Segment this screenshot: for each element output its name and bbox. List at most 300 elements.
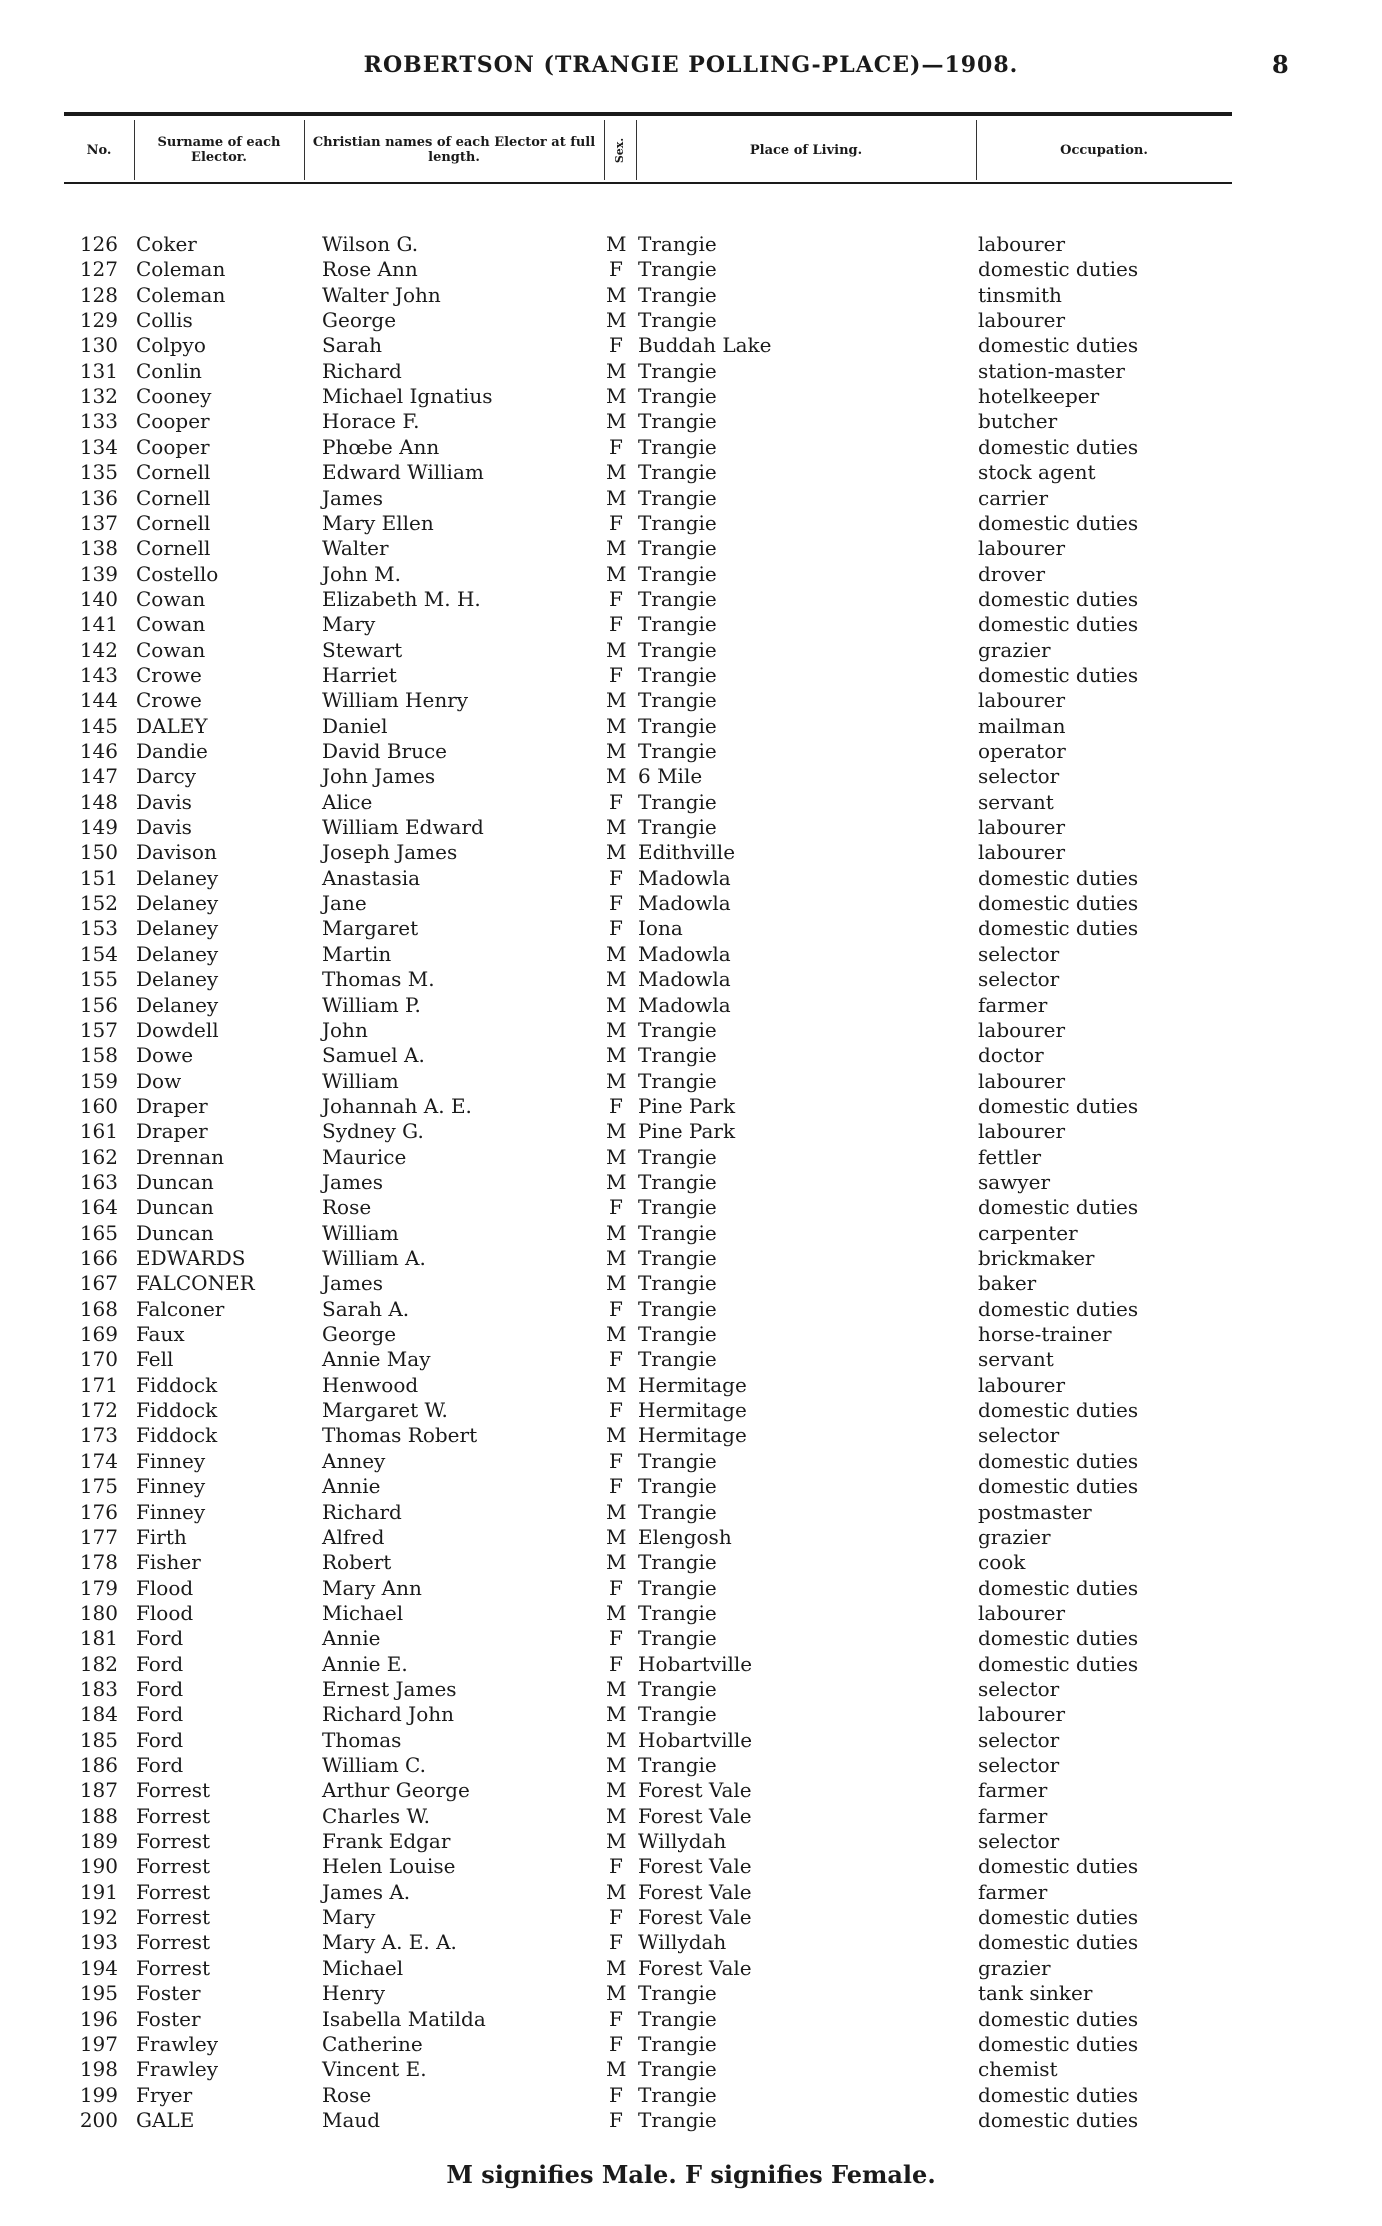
elector-surname: Dowdell — [136, 1018, 219, 1042]
elector-place: Madowla — [638, 942, 731, 966]
elector-christian-names: William C. — [322, 1753, 426, 1777]
elector-occupation: carpenter — [978, 1221, 1078, 1245]
elector-christian-names: Mary — [322, 1905, 376, 1929]
elector-christian-names: William — [322, 1069, 399, 1093]
elector-sex: M — [606, 815, 627, 839]
elector-christian-names: Helen Louise — [322, 1854, 456, 1878]
elector-surname: Costello — [136, 562, 219, 586]
elector-number: 139 — [79, 562, 118, 586]
elector-occupation: selector — [978, 1423, 1060, 1447]
elector-christian-names: Wilson G. — [322, 232, 419, 256]
table-row — [0, 1297, 1382, 1322]
elector-christian-names: Stewart — [322, 638, 403, 662]
table-row — [0, 435, 1382, 460]
table-row — [0, 1398, 1382, 1423]
table-row — [0, 486, 1382, 511]
elector-sex: F — [609, 891, 623, 915]
elector-sex: M — [606, 562, 627, 586]
elector-occupation: servant — [978, 1347, 1054, 1371]
elector-christian-names: Maurice — [322, 1145, 407, 1169]
elector-number: 189 — [79, 1829, 118, 1853]
elector-place: Trangie — [638, 1347, 717, 1371]
elector-sex: M — [606, 1981, 627, 2005]
elector-occupation: domestic duties — [978, 612, 1139, 636]
elector-sex: M — [606, 1221, 627, 1245]
elector-christian-names: Horace F. — [322, 409, 420, 433]
table-row — [0, 1880, 1382, 1905]
elector-sex: M — [606, 409, 627, 433]
table-row — [0, 1652, 1382, 1677]
table-row — [0, 1373, 1382, 1398]
elector-surname: EDWARDS — [136, 1246, 246, 1270]
elector-sex: F — [609, 1195, 623, 1219]
elector-occupation: domestic duties — [978, 1576, 1139, 1600]
elector-sex: F — [609, 435, 623, 459]
elector-place: Trangie — [638, 1018, 717, 1042]
elector-occupation: domestic duties — [978, 866, 1139, 890]
elector-christian-names: James — [322, 486, 384, 510]
elector-occupation: domestic duties — [978, 257, 1139, 281]
elector-surname: Dowe — [136, 1043, 194, 1067]
elector-place: Trangie — [638, 232, 717, 256]
elector-number: 190 — [79, 1854, 118, 1878]
elector-number: 179 — [79, 1576, 118, 1600]
elector-number: 151 — [79, 866, 118, 890]
elector-place: Trangie — [638, 359, 717, 383]
table-row — [0, 257, 1382, 282]
elector-surname: Cooney — [136, 384, 212, 408]
elector-number: 141 — [79, 612, 118, 636]
elector-place: Trangie — [638, 663, 717, 687]
elector-number: 162 — [79, 1145, 118, 1169]
elector-occupation: tank sinker — [978, 1981, 1093, 2005]
elector-christian-names: Annie E. — [322, 1652, 408, 1676]
elector-number: 184 — [79, 1702, 118, 1726]
elector-place: Trangie — [638, 1981, 717, 2005]
elector-surname: Delaney — [136, 916, 219, 940]
elector-christian-names: Isabella Matilda — [322, 2007, 486, 2031]
table-row — [0, 283, 1382, 308]
elector-christian-names: William Henry — [322, 688, 469, 712]
elector-occupation: horse-trainer — [978, 1322, 1112, 1346]
table-row — [0, 1550, 1382, 1575]
elector-number: 149 — [79, 815, 118, 839]
table-row — [0, 460, 1382, 485]
elector-christian-names: Edward William — [322, 460, 484, 484]
table-row — [0, 1500, 1382, 1525]
elector-christian-names: Walter — [322, 536, 389, 560]
column-header-row — [64, 120, 1232, 180]
elector-surname: Faux — [136, 1322, 185, 1346]
elector-surname: Coker — [136, 232, 197, 256]
elector-place: Trangie — [638, 562, 717, 586]
table-row — [0, 511, 1382, 536]
elector-sex: M — [606, 1702, 627, 1726]
elector-place: Madowla — [638, 967, 731, 991]
elector-number: 161 — [79, 1119, 118, 1143]
elector-christian-names: Richard John — [322, 1702, 455, 1726]
elector-christian-names: Annie — [322, 1474, 381, 1498]
elector-place: Trangie — [638, 283, 717, 307]
elector-place: Trangie — [638, 2032, 717, 2056]
elector-occupation: operator — [978, 739, 1066, 763]
table-row — [0, 840, 1382, 865]
elector-number: 187 — [79, 1778, 118, 1802]
elector-occupation: cook — [978, 1550, 1026, 1574]
elector-christian-names: Anastasia — [322, 866, 421, 890]
table-row — [0, 409, 1382, 434]
elector-christian-names: Alice — [322, 790, 373, 814]
elector-surname: Fiddock — [136, 1373, 218, 1397]
elector-christian-names: Henry — [322, 1981, 386, 2005]
elector-place: Willydah — [638, 1930, 727, 1954]
elector-sex: M — [606, 967, 627, 991]
table-row — [0, 1246, 1382, 1271]
elector-surname: Cowan — [136, 612, 206, 636]
elector-surname: Forrest — [136, 1854, 211, 1878]
elector-sex: M — [606, 1956, 627, 1980]
table-row — [0, 1170, 1382, 1195]
table-row — [0, 1601, 1382, 1626]
table-row — [0, 1576, 1382, 1601]
elector-number: 153 — [79, 916, 118, 940]
elector-sex: F — [609, 1398, 623, 1422]
elector-number: 165 — [79, 1221, 118, 1245]
elector-christian-names: Samuel A. — [322, 1043, 425, 1067]
elector-place: Hobartville — [638, 1652, 753, 1676]
elector-place: Trangie — [638, 409, 717, 433]
elector-occupation: domestic duties — [978, 1094, 1139, 1118]
col-header-occupation: Occupation. — [1060, 142, 1148, 158]
elector-surname: Davison — [136, 840, 217, 864]
elector-place: Trangie — [638, 1449, 717, 1473]
elector-sex: M — [606, 1322, 627, 1346]
header-rule-bottom — [64, 182, 1232, 184]
elector-number: 143 — [79, 663, 118, 687]
elector-place: Trangie — [638, 486, 717, 510]
elector-christian-names: Richard — [322, 359, 402, 383]
elector-occupation: brickmaker — [978, 1246, 1095, 1270]
elector-surname: Delaney — [136, 942, 219, 966]
elector-occupation: labourer — [978, 1373, 1066, 1397]
elector-surname: Finney — [136, 1474, 206, 1498]
elector-number: 183 — [79, 1677, 118, 1701]
elector-surname: Fiddock — [136, 1423, 218, 1447]
elector-christian-names: William Edward — [322, 815, 484, 839]
elector-occupation: labourer — [978, 1018, 1066, 1042]
elector-number: 138 — [79, 536, 118, 560]
elector-surname: Forrest — [136, 1905, 211, 1929]
elector-number: 133 — [79, 409, 118, 433]
table-row — [0, 891, 1382, 916]
elector-place: Trangie — [638, 435, 717, 459]
table-row — [0, 942, 1382, 967]
elector-number: 171 — [79, 1373, 118, 1397]
elector-number: 150 — [79, 840, 118, 864]
elector-place: Forest Vale — [638, 1804, 752, 1828]
table-row — [0, 562, 1382, 587]
elector-occupation: domestic duties — [978, 916, 1139, 940]
elector-christian-names: Michael Ignatius — [322, 384, 493, 408]
elector-christian-names: Maud — [322, 2108, 381, 2132]
elector-occupation: domestic duties — [978, 1652, 1139, 1676]
table-row — [0, 1018, 1382, 1043]
elector-sex: M — [606, 1069, 627, 1093]
elector-sex: F — [609, 587, 623, 611]
elector-surname: Flood — [136, 1576, 194, 1600]
table-row — [0, 1626, 1382, 1651]
elector-number: 176 — [79, 1500, 118, 1524]
elector-sex: F — [609, 2032, 623, 2056]
elector-sex: M — [606, 688, 627, 712]
table-row — [0, 2007, 1382, 2032]
elector-occupation: selector — [978, 967, 1060, 991]
elector-sex: M — [606, 308, 627, 332]
elector-occupation: stock agent — [978, 460, 1096, 484]
elector-number: 142 — [79, 638, 118, 662]
table-row — [0, 384, 1382, 409]
elector-christian-names: Mary — [322, 612, 376, 636]
elector-number: 197 — [79, 2032, 118, 2056]
elector-place: Forest Vale — [638, 1905, 752, 1929]
elector-place: Trangie — [638, 1474, 717, 1498]
col-header-sex: Sex. — [613, 137, 627, 163]
elector-christian-names: Annie May — [322, 1347, 431, 1371]
page-number: 8 — [1272, 50, 1289, 79]
elector-place: Hermitage — [638, 1398, 747, 1422]
elector-christian-names: Sarah A. — [322, 1297, 410, 1321]
elector-number: 177 — [79, 1525, 118, 1549]
elector-place: Trangie — [638, 739, 717, 763]
elector-surname: Fryer — [136, 2083, 193, 2107]
elector-sex: F — [609, 1094, 623, 1118]
elector-number: 137 — [79, 511, 118, 535]
elector-place: Trangie — [638, 2083, 717, 2107]
elector-christian-names: Sydney G. — [322, 1119, 424, 1143]
elector-christian-names: Mary Ellen — [322, 511, 434, 535]
elector-christian-names: Frank Edgar — [322, 1829, 451, 1853]
elector-surname: Delaney — [136, 866, 219, 890]
elector-sex: M — [606, 739, 627, 763]
elector-sex: M — [606, 1601, 627, 1625]
elector-sex: F — [609, 1474, 623, 1498]
table-row — [0, 1525, 1382, 1550]
elector-place: Trangie — [638, 1601, 717, 1625]
elector-occupation: labourer — [978, 815, 1066, 839]
table-row — [0, 1069, 1382, 1094]
elector-number: 159 — [79, 1069, 118, 1093]
elector-number: 167 — [79, 1271, 118, 1295]
elector-christian-names: James A. — [322, 1880, 411, 1904]
elector-place: Trangie — [638, 612, 717, 636]
elector-sex: M — [606, 1525, 627, 1549]
table-row — [0, 1728, 1382, 1753]
elector-christian-names: Annie — [322, 1626, 381, 1650]
table-row — [0, 308, 1382, 333]
header-rule-top — [64, 112, 1232, 116]
elector-sex: F — [609, 2083, 623, 2107]
elector-place: Trangie — [638, 1753, 717, 1777]
table-row — [0, 1423, 1382, 1448]
elector-occupation: baker — [978, 1271, 1037, 1295]
elector-sex: M — [606, 460, 627, 484]
elector-christian-names: Catherine — [322, 2032, 423, 2056]
elector-number: 168 — [79, 1297, 118, 1321]
elector-christian-names: George — [322, 308, 397, 332]
table-row — [0, 232, 1382, 257]
elector-sex: M — [606, 1170, 627, 1194]
elector-occupation: domestic duties — [978, 435, 1139, 459]
elector-christian-names: Margaret W. — [322, 1398, 448, 1422]
elector-surname: Falconer — [136, 1297, 225, 1321]
elector-occupation: doctor — [978, 1043, 1044, 1067]
table-row — [0, 1043, 1382, 1068]
elector-surname: Cornell — [136, 486, 211, 510]
elector-place: Trangie — [638, 384, 717, 408]
elector-christian-names: Charles W. — [322, 1804, 430, 1828]
elector-sex: F — [609, 1652, 623, 1676]
elector-number: 200 — [79, 2108, 118, 2132]
elector-surname: Darcy — [136, 764, 197, 788]
elector-number: 144 — [79, 688, 118, 712]
elector-sex: M — [606, 232, 627, 256]
table-row — [0, 916, 1382, 941]
elector-surname: Coleman — [136, 257, 226, 281]
table-row — [0, 1474, 1382, 1499]
elector-place: Pine Park — [638, 1094, 736, 1118]
elector-surname: Forrest — [136, 1829, 211, 1853]
elector-number: 173 — [79, 1423, 118, 1447]
table-row — [0, 2032, 1382, 2057]
table-row — [0, 1829, 1382, 1854]
table-row — [0, 815, 1382, 840]
table-row — [0, 1956, 1382, 1981]
elector-number: 199 — [79, 2083, 118, 2107]
table-row — [0, 359, 1382, 384]
elector-place: Trangie — [638, 1702, 717, 1726]
table-row — [0, 663, 1382, 688]
elector-christian-names: Harriet — [322, 663, 397, 687]
elector-place: Buddah Lake — [638, 333, 772, 357]
elector-number: 152 — [79, 891, 118, 915]
elector-sex: M — [606, 638, 627, 662]
elector-place: Trangie — [638, 1677, 717, 1701]
elector-sex: M — [606, 840, 627, 864]
elector-place: Trangie — [638, 1246, 717, 1270]
elector-sex: F — [609, 1626, 623, 1650]
elector-sex: M — [606, 1829, 627, 1853]
elector-number: 129 — [79, 308, 118, 332]
elector-christian-names: Thomas — [322, 1728, 402, 1752]
elector-surname: Delaney — [136, 993, 219, 1017]
elector-christian-names: Richard — [322, 1500, 402, 1524]
elector-place: Trangie — [638, 714, 717, 738]
elector-occupation: domestic duties — [978, 663, 1139, 687]
elector-number: 156 — [79, 993, 118, 1017]
table-row — [0, 2057, 1382, 2082]
elector-sex: M — [606, 486, 627, 510]
elector-surname: Davis — [136, 790, 192, 814]
table-row — [0, 1119, 1382, 1144]
elector-sex: F — [609, 1347, 623, 1371]
table-row — [0, 967, 1382, 992]
elector-surname: Foster — [136, 1981, 201, 2005]
elector-occupation: labourer — [978, 688, 1066, 712]
elector-occupation: domestic duties — [978, 1930, 1139, 1954]
elector-place: Trangie — [638, 1297, 717, 1321]
elector-surname: Foster — [136, 2007, 201, 2031]
elector-surname: Forrest — [136, 1880, 211, 1904]
elector-occupation: farmer — [978, 1880, 1048, 1904]
elector-place: Madowla — [638, 993, 731, 1017]
elector-christian-names: Mary A. E. A. — [322, 1930, 457, 1954]
table-row — [0, 1778, 1382, 1803]
elector-surname: Forrest — [136, 1930, 211, 1954]
elector-sex: M — [606, 1500, 627, 1524]
elector-christian-names: Rose — [322, 2083, 372, 2107]
elector-christian-names: William A. — [322, 1246, 426, 1270]
elector-sex: M — [606, 1246, 627, 1270]
elector-christian-names: Thomas Robert — [322, 1423, 478, 1447]
elector-surname: Finney — [136, 1449, 206, 1473]
elector-occupation: mailman — [978, 714, 1066, 738]
elector-number: 172 — [79, 1398, 118, 1422]
elector-sex: M — [606, 283, 627, 307]
table-row — [0, 638, 1382, 663]
elector-sex: F — [609, 333, 623, 357]
elector-place: Trangie — [638, 1195, 717, 1219]
elector-occupation: labourer — [978, 308, 1066, 332]
elector-occupation: station-master — [978, 359, 1125, 383]
elector-place: Trangie — [638, 536, 717, 560]
elector-place: Trangie — [638, 511, 717, 535]
elector-place: Trangie — [638, 1322, 717, 1346]
elector-number: 175 — [79, 1474, 118, 1498]
elector-number: 134 — [79, 435, 118, 459]
elector-christian-names: Johannah A. E. — [322, 1094, 472, 1118]
elector-sex: F — [609, 612, 623, 636]
elector-sex: F — [609, 1854, 623, 1878]
elector-place: Trangie — [638, 1271, 717, 1295]
table-row — [0, 1804, 1382, 1829]
elector-occupation: domestic duties — [978, 1626, 1139, 1650]
elector-occupation: chemist — [978, 2057, 1058, 2081]
elector-surname: Ford — [136, 1728, 184, 1752]
elector-place: Elengosh — [638, 1525, 732, 1549]
elector-christian-names: John James — [322, 764, 436, 788]
elector-number: 157 — [79, 1018, 118, 1042]
elector-number: 194 — [79, 1956, 118, 1980]
elector-occupation: domestic duties — [978, 2108, 1139, 2132]
elector-number: 198 — [79, 2057, 118, 2081]
elector-sex: M — [606, 1778, 627, 1802]
elector-christian-names: William P. — [322, 993, 421, 1017]
elector-occupation: labourer — [978, 1119, 1066, 1143]
elector-place: Trangie — [638, 815, 717, 839]
elector-christian-names: Michael — [322, 1956, 404, 1980]
elector-place: Hermitage — [638, 1373, 747, 1397]
elector-sex: F — [609, 511, 623, 535]
elector-surname: Delaney — [136, 891, 219, 915]
table-row — [0, 333, 1382, 358]
elector-place: Forest Vale — [638, 1854, 752, 1878]
elector-surname: Cornell — [136, 511, 211, 535]
elector-sex: M — [606, 1753, 627, 1777]
elector-surname: Frawley — [136, 2057, 219, 2081]
col-header-christian: Christian names of each Elector at full length. — [304, 120, 605, 180]
elector-surname: Dandie — [136, 739, 208, 763]
elector-christian-names: Sarah — [322, 333, 382, 357]
